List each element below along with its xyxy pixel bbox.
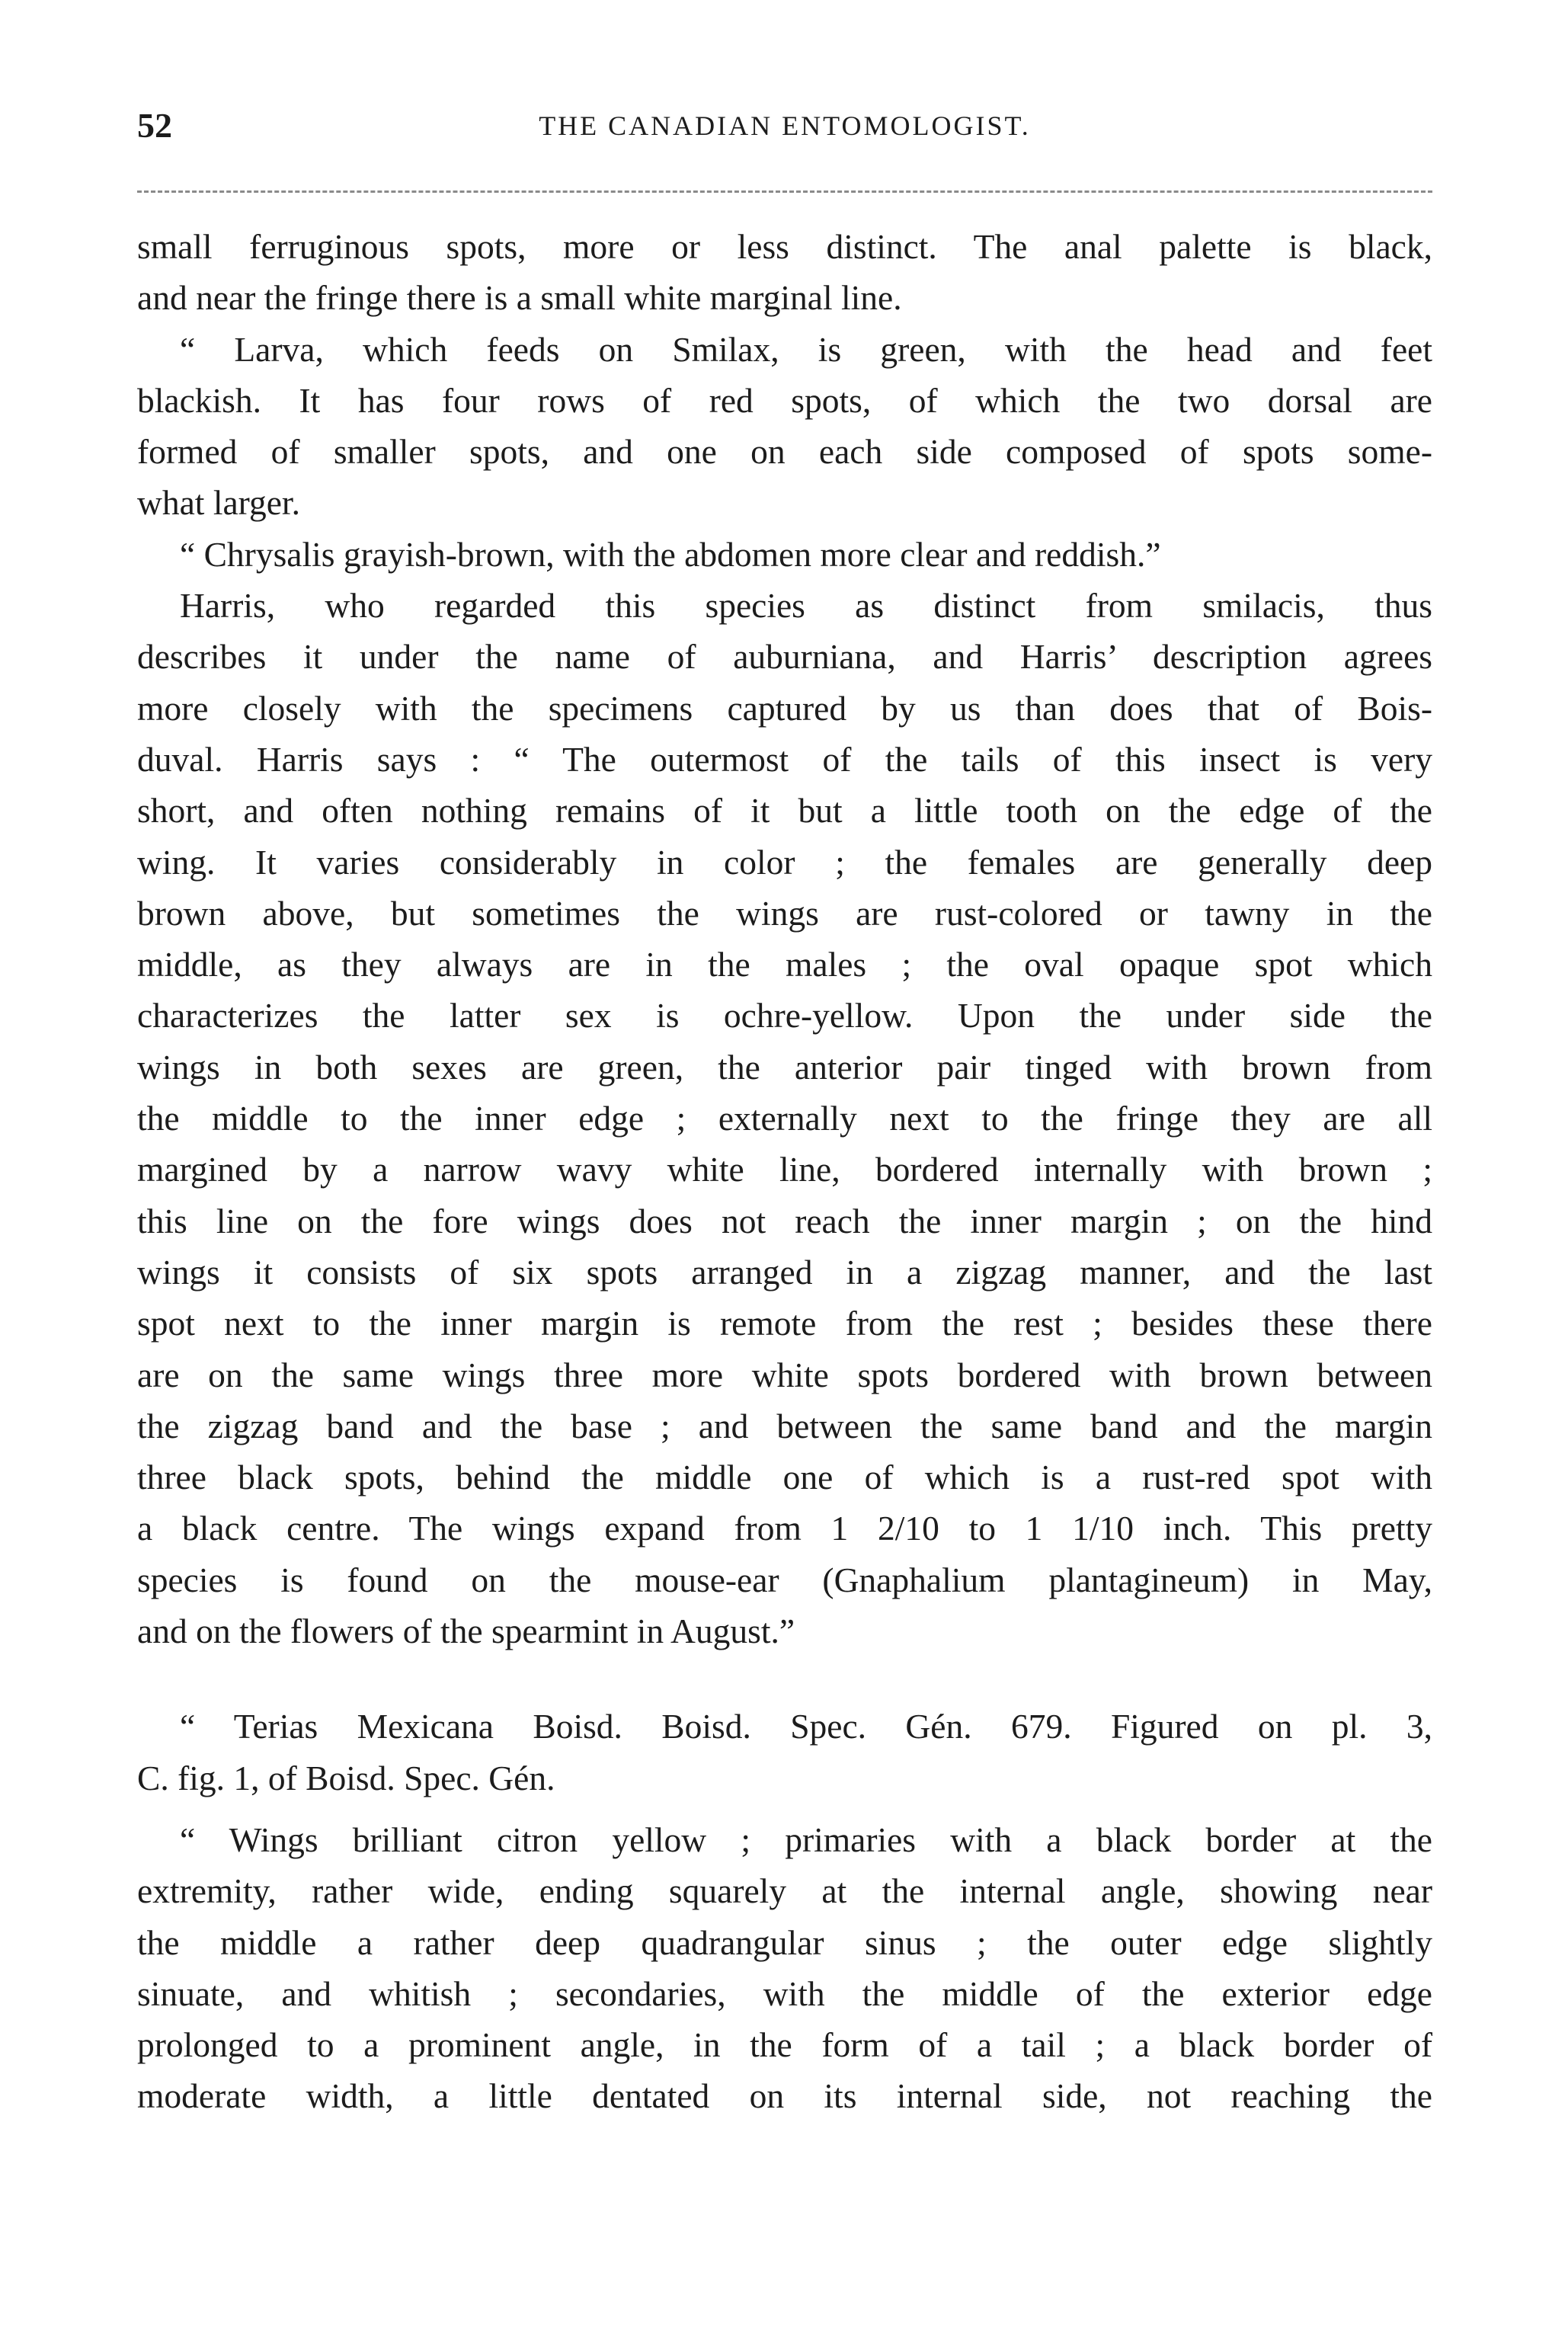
- running-title: THE CANADIAN ENTOMOLOGIST.: [539, 110, 1031, 141]
- text-line: the middle to the inner edge ; externally next to the fringe they are all: [137, 1099, 1432, 1138]
- text-line: wings in both sexes are green, the anterior pair tinged with brown from: [137, 1047, 1432, 1087]
- text-line: a black centre. The wings expand from 1 2/10 to 1 1/10 inch. This pretty: [137, 1509, 1432, 1548]
- text-line: formed of smaller spots, and one on each side composed of spots some-: [137, 432, 1432, 472]
- text-line: the zigzag band and the base ; and between the same band and the margin: [137, 1406, 1432, 1445]
- text-line: “ Larva, which feeds on Smilax, is green, with the head and feet: [180, 329, 1432, 369]
- text-line: small ferruginous spots, more or less distinct. The anal palette is black,: [137, 227, 1432, 266]
- text-line: and on the flowers of the spearmint in August.”: [137, 1612, 795, 1651]
- text-line: wings it consists of six spots arranged in a zigzag manner, and the last: [137, 1252, 1432, 1292]
- text-line: describes it under the name of auburniana, and Harris’ description agrees: [137, 637, 1432, 677]
- text-line: wing. It varies considerably in color ; the females are generally deep: [137, 842, 1432, 882]
- text-line: prolonged to a prominent angle, in the form of a tail ; a black border of: [137, 2025, 1432, 2065]
- text-line: Harris, who regarded this species as distinct from smilacis, thus: [180, 586, 1432, 626]
- text-line: sinuate, and whitish ; secondaries, with the middle of the exterior edge: [137, 1973, 1432, 2013]
- text-line: duval. Harris says : “ The outermost of the tails of this insect is very: [137, 739, 1432, 779]
- text-line: short, and often nothing remains of it but a little tooth on the edge of the: [137, 791, 1432, 831]
- paragraph-gap: [137, 1804, 1432, 1814]
- text-line: the middle a rather deep quadrangular sinus ; the outer edge slightly: [137, 1922, 1432, 1962]
- text-line: this line on the fore wings does not reach the inner margin ; on the hind: [137, 1201, 1432, 1240]
- header-rule: [137, 190, 1432, 193]
- text-line: margined by a narrow wavy white line, bordered internally with brown ;: [137, 1150, 1432, 1189]
- body-text: [137, 221, 1432, 2122]
- page-number: 52: [137, 106, 172, 145]
- text-line: and near the fringe there is a small white marginal line.: [137, 278, 902, 318]
- text-line: “ Terias Mexicana Boisd. Boisd. Spec. Gén. 679. Figured on pl. 3,: [180, 1707, 1432, 1746]
- text-line: characterizes the latter sex is ochre-yellow. Upon the under side the: [137, 996, 1432, 1035]
- section-gap: [137, 1656, 1432, 1701]
- text-line: C. fig. 1, of Boisd. Spec. Gén.: [137, 1758, 555, 1797]
- text-line: are on the same wings three more white spots bordered with brown between: [137, 1355, 1432, 1394]
- text-line: middle, as they always are in the males ; the oval opaque spot which: [137, 945, 1432, 984]
- text-line: extremity, rather wide, ending squarely at the internal angle, showing near: [137, 1871, 1432, 1911]
- text-line: “ Chrysalis grayish-brown, with the abdomen more clear and reddish.”: [180, 534, 1161, 574]
- page-header: [137, 105, 1432, 151]
- text-line: species is found on the mouse-ear (Gnaphalium plantagineum) in May,: [137, 1560, 1432, 1599]
- text-line: more closely with the specimens captured by us than does that of Bois-: [137, 688, 1432, 728]
- text-line: what larger.: [137, 483, 300, 523]
- text-line: three black spots, behind the middle one of which is a rust-red spot with: [137, 1458, 1432, 1497]
- text-line: spot next to the inner margin is remote from the rest ; besides these there: [137, 1304, 1432, 1343]
- text-line: blackish. It has four rows of red spots, of which the two dorsal are: [137, 380, 1432, 420]
- text-line: brown above, but sometimes the wings are rust-colored or tawny in the: [137, 893, 1432, 933]
- text-line: “ Wings brilliant citron yellow ; primaries with a black border at the: [180, 1820, 1432, 1859]
- text-line: moderate width, a little dentated on its internal side, not reaching the: [137, 2076, 1432, 2116]
